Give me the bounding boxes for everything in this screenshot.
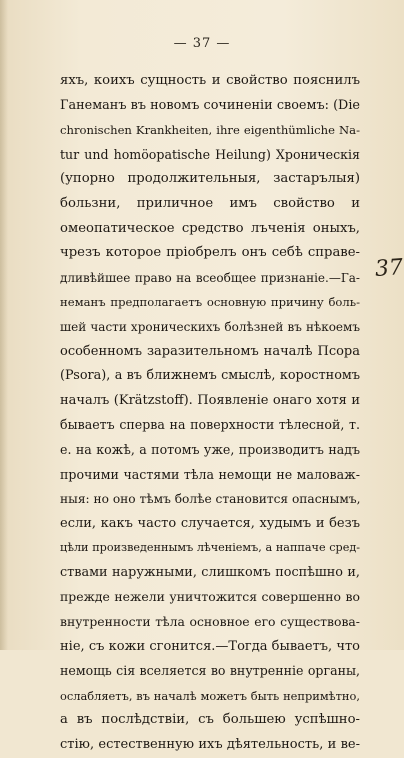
text-line: бываетъ сперва на поверхности тѣлесной, т. — [60, 417, 360, 433]
text-line: особенномъ заразительномъ началѣ Псора — [60, 343, 360, 359]
text-line: цѣли произведеннымъ лѣченіемъ, а наппаче сред- — [60, 541, 360, 555]
text-line: (упорно продолжительныя, застарълыя) — [60, 171, 360, 187]
text-line: Ганеманъ въ новомъ сочиненіи своемъ: (Die — [60, 97, 360, 113]
body-text — [60, 69, 360, 758]
text-line: ослабляетъ, въ началѣ можетъ быть непримѣтно, — [60, 688, 360, 703]
text-line: неманъ предполагаетъ основную причину боль- — [60, 295, 360, 310]
text-line: омеопатическое средство лъченія оныхъ, — [60, 220, 360, 236]
handwritten-margin-note: 37 — [374, 255, 404, 282]
page-number: — 37 — — [173, 36, 231, 51]
text-line: внутренности тѣла основное его существова- — [60, 614, 360, 630]
text-line: ныя: но оно тѣмъ болѣе становится опаснымъ, — [60, 492, 360, 507]
text-line: е. на кожѣ, а потомъ уже, производитъ надъ — [60, 441, 360, 457]
text-line: началъ (Krätzstoff). Появленіе онаго хотя и — [60, 392, 360, 408]
text-line: (Psora), а въ ближнемъ смыслѣ, коростномъ — [60, 368, 360, 384]
text-line: яхъ, коихъ сущность и свойство пояснилъ — [60, 73, 360, 88]
text-line: бользни, приличное имъ свойство и — [60, 195, 360, 211]
page-gutter-shadow — [0, 0, 8, 650]
text-line: chronischen Krankheiten, ihre eigenthümliche Na- — [60, 123, 360, 138]
text-line: стію, естественную ихъ дѣятельность, и ве- — [60, 737, 360, 753]
text-line: прочими частями тѣла немощи не маловаж- — [60, 466, 360, 482]
text-line: если, какъ часто случается, худымъ и безъ — [60, 515, 360, 531]
text-line: а въ послѣдствіи, съ большею успѣшно- — [60, 712, 360, 728]
text-line: ніе, съ кожи сгонится.—Тогда бываетъ, что — [60, 638, 360, 654]
text-line: прежде нежели уничтожится совершенно во — [60, 589, 360, 605]
text-line: tur und homöopatische Heilung) Хроническія — [60, 146, 360, 162]
text-line: чрезъ которое пріобрелъ онъ себѣ справе- — [60, 245, 360, 261]
text-line: шей части хроническихъ болѣзней въ нѣкоемъ — [60, 319, 360, 334]
text-line: дливѣйшее право на всеобщее признаніе.—Га- — [60, 270, 360, 285]
text-line: ствами наружными, слишкомъ поспѣшно и, — [60, 564, 360, 580]
text-line: немощь сія вселяется во внутренніе органы, — [60, 663, 360, 679]
